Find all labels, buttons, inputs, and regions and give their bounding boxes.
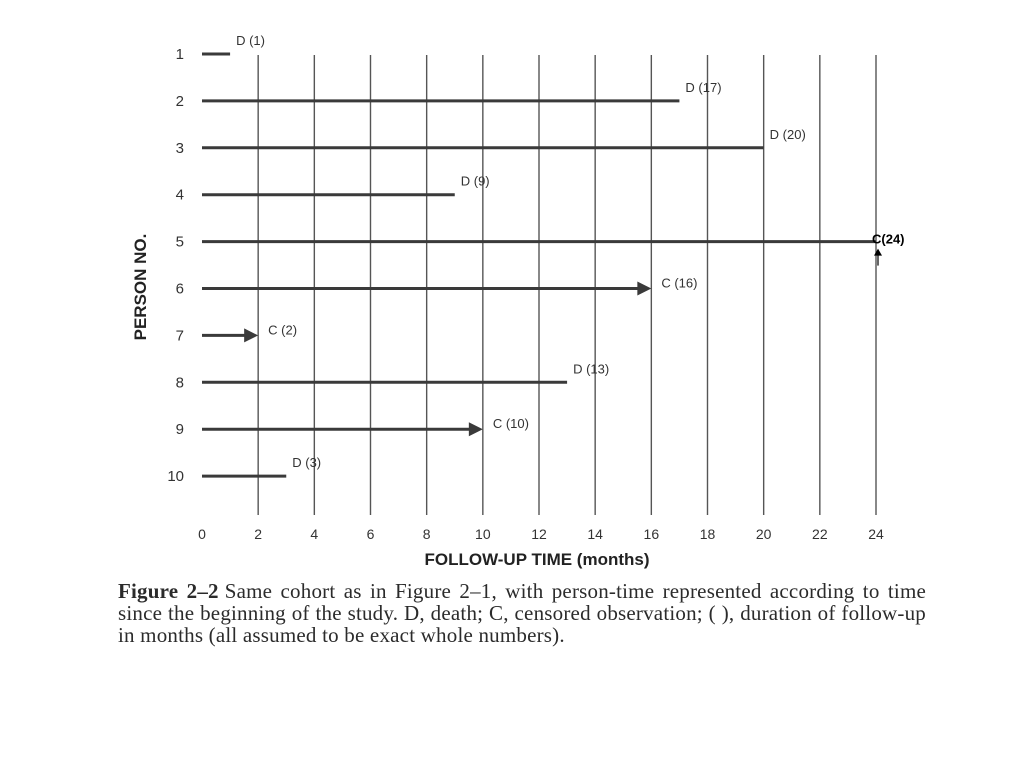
y-tick-label: 4 [175,186,184,204]
y-tick-label: 5 [175,233,184,251]
outcome-label: D (3) [292,455,322,471]
x-tick-label: 14 [587,526,603,542]
y-tick-label: 10 [167,468,184,486]
x-tick-label: 4 [310,526,319,542]
x-axis-label: FOLLOW-UP TIME (months) [424,550,650,569]
outcome-label: D (13) [573,361,610,377]
x-tick-label: 18 [699,526,716,542]
outcome-label: D (20) [769,126,806,142]
outcome-label: C (10) [492,416,529,432]
figure-caption [118,580,926,646]
outcome-label: D (9) [460,173,490,189]
x-tick-label: 22 [812,526,828,542]
censor-arrow [637,282,651,296]
x-tick-label: 20 [755,526,772,542]
y-tick-label: 7 [175,327,184,345]
outcome-label: D (17) [685,79,722,95]
y-tick-label: 2 [175,92,184,110]
outcome-label: C (2) [268,322,298,338]
y-axis-label: PERSON NO. [131,233,150,341]
outcome-label: C (16) [661,275,698,291]
y-tick-labels [167,46,184,485]
censor-arrow [244,328,258,342]
caption-text: Same cohort as in Figure 2–1, with person-time represented according to time since the beginning of the study. D, death; C, censored observation; ( ), duration of follow-up in months (all assumed to be exact whole numbers). [118,579,926,647]
x-tick-label: 8 [422,526,431,542]
x-tick-label: 6 [366,526,375,542]
x-tick-label: 2 [254,526,263,542]
x-tick-label: 0 [198,526,206,542]
y-tick-label: 3 [175,139,184,157]
x-tick-label: 12 [531,526,547,542]
x-tick-label: 10 [475,526,491,542]
x-tick-labels [198,526,884,542]
y-tick-label: 9 [175,421,184,439]
vertical-gridlines [258,55,876,515]
outcome-label: C(24) [872,231,905,247]
y-tick-label: 6 [175,280,184,298]
person-time-bars [202,33,905,476]
y-tick-label: 8 [175,374,184,392]
figure-label: Figure 2–2 [118,579,219,603]
outcome-label: D (1) [236,33,265,48]
x-tick-label: 24 [868,526,884,542]
pointer-arrowhead [874,249,882,256]
y-tick-label: 1 [175,46,184,63]
x-tick-label: 16 [643,526,660,542]
censor-arrow [469,422,483,436]
